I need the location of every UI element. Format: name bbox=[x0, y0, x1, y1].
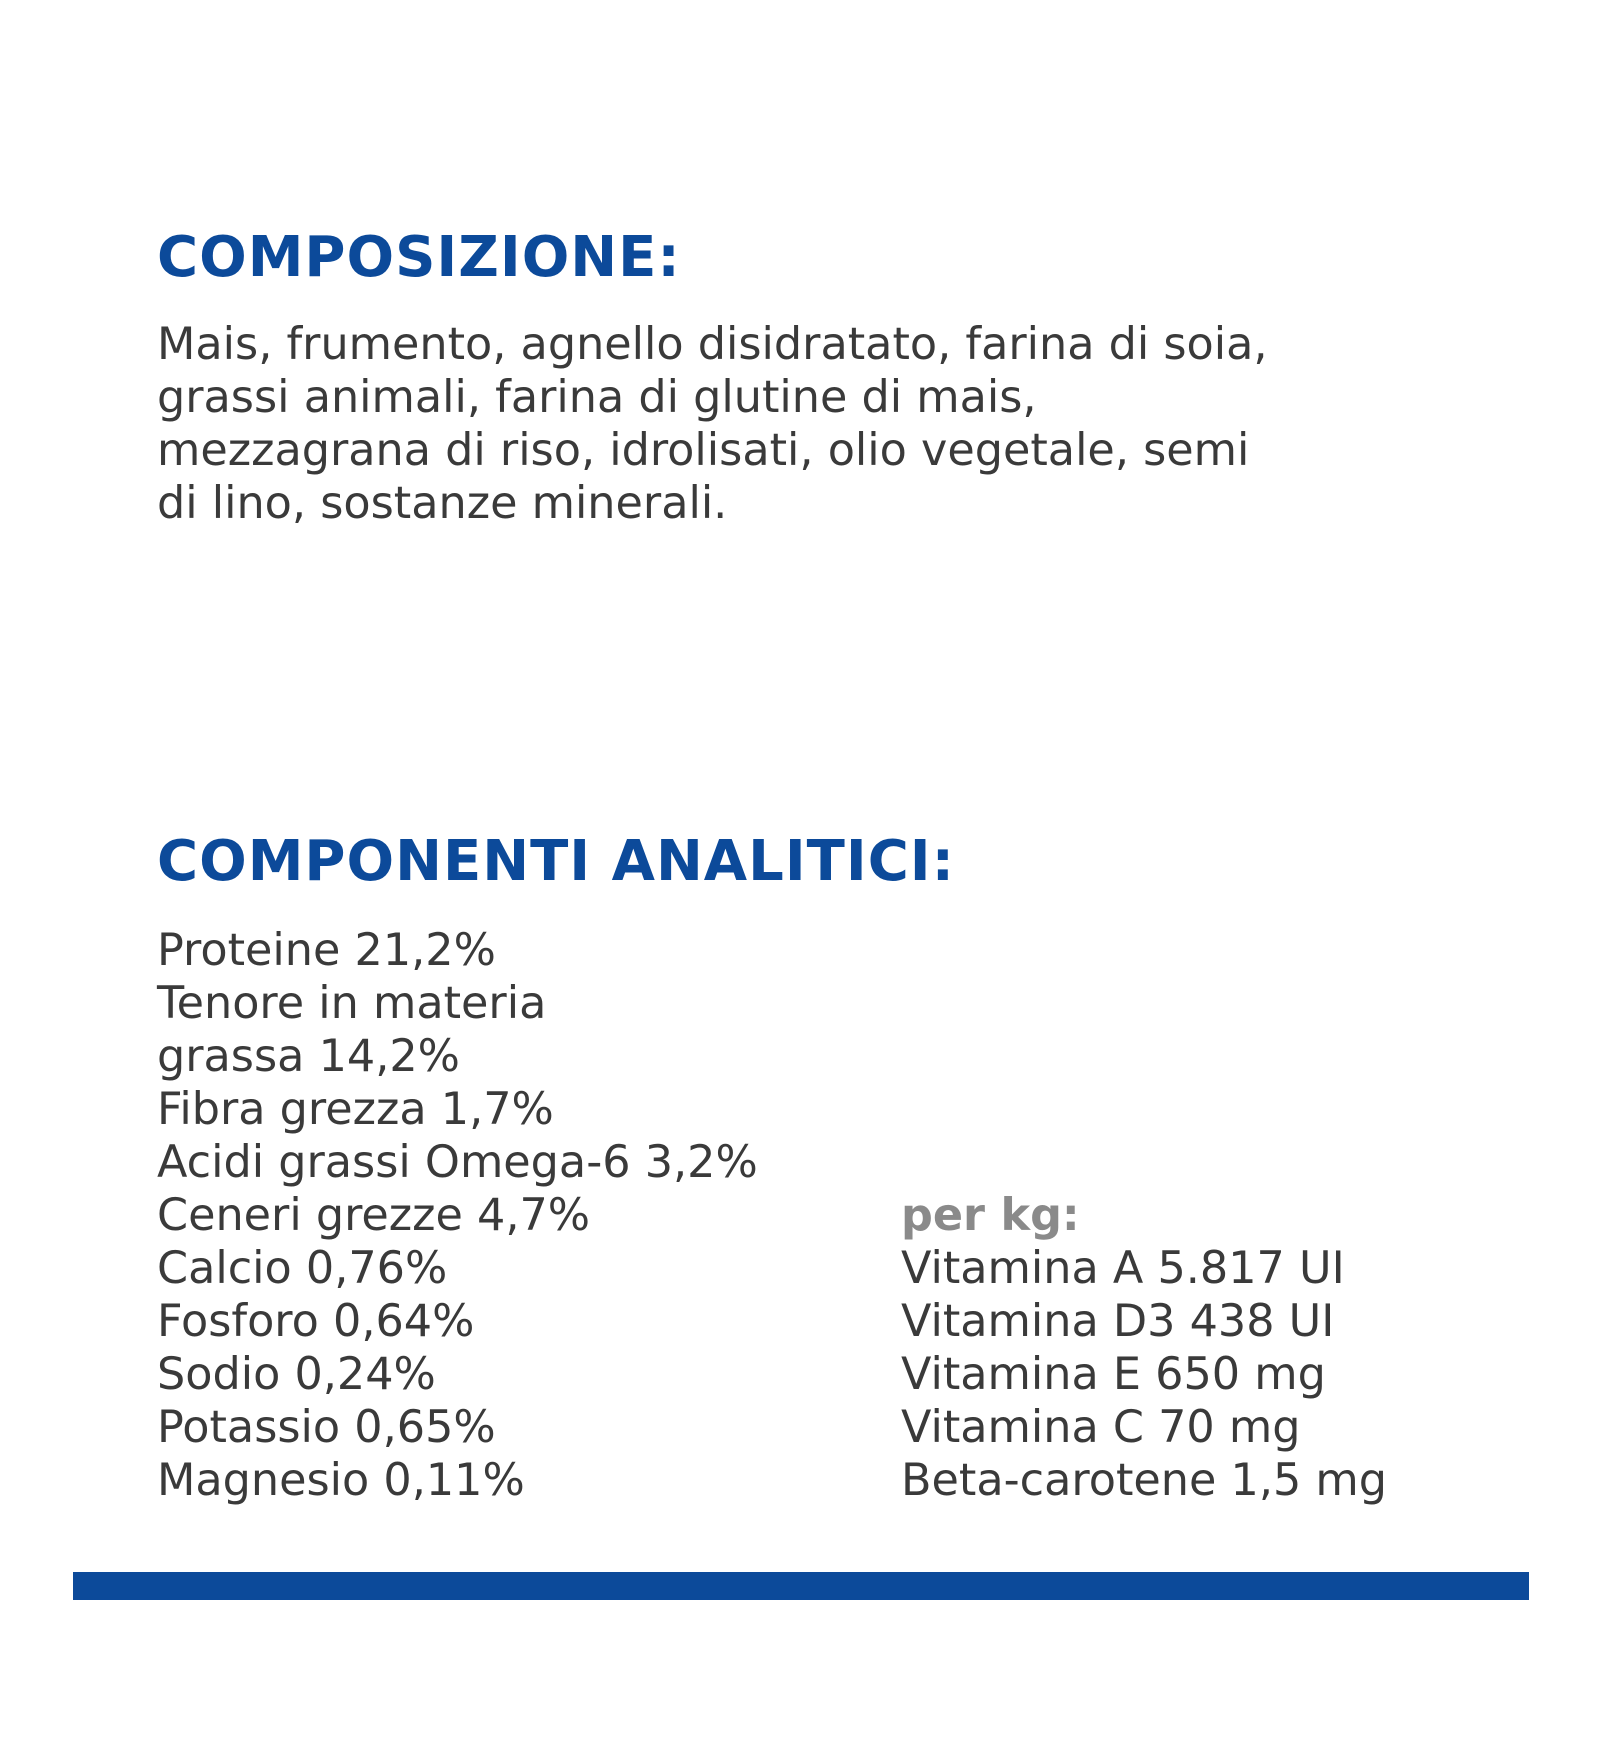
analytic-list bbox=[157, 924, 758, 1507]
per-kg-item: Beta-carotene 1,5 mg bbox=[901, 1455, 1388, 1506]
per-kg-list bbox=[901, 1242, 1387, 1507]
analytic-item: Acidi grassi Omega-6 3,2% bbox=[157, 1137, 758, 1188]
analytic-item: grassa 14,2% bbox=[157, 1031, 460, 1082]
analytic-item: Sodio 0,24% bbox=[157, 1349, 436, 1400]
analytic-item: Fibra grezza 1,7% bbox=[157, 1084, 554, 1135]
composition-text bbox=[157, 318, 1457, 530]
analytic-item: Calcio 0,76% bbox=[157, 1243, 448, 1294]
analytic-item: Potassio 0,65% bbox=[157, 1402, 496, 1453]
composition-heading: COMPOSIZIONE: bbox=[157, 225, 681, 290]
composition-line: Mais, frumento, agnello disidratato, farina di soia, bbox=[157, 319, 1268, 370]
per-kg-item: Vitamina C 70 mg bbox=[901, 1402, 1301, 1453]
per-kg-item: Vitamina D3 438 UI bbox=[901, 1296, 1335, 1347]
analytic-heading: COMPONENTI ANALITICI: bbox=[157, 829, 956, 894]
composition-line: grassi animali, farina di glutine di mais, bbox=[157, 372, 1037, 423]
composition-line: di lino, sostanze minerali. bbox=[157, 478, 728, 529]
analytic-item: Fosforo 0,64% bbox=[157, 1296, 475, 1347]
analytic-item: Tenore in materia bbox=[157, 978, 547, 1029]
per-kg-item: Vitamina A 5.817 UI bbox=[901, 1243, 1345, 1294]
analytic-item: Magnesio 0,11% bbox=[157, 1455, 525, 1506]
per-kg-item: Vitamina E 650 mg bbox=[901, 1349, 1326, 1400]
per-kg-title: per kg: bbox=[901, 1190, 1080, 1241]
analytic-item: Proteine 21,2% bbox=[157, 925, 496, 976]
per-kg-block bbox=[901, 1189, 1387, 1507]
bottom-divider-bar bbox=[73, 1572, 1529, 1600]
analytic-item: Ceneri grezze 4,7% bbox=[157, 1190, 591, 1241]
composition-line: mezzagrana di riso, idrolisati, olio vegetale, semi bbox=[157, 425, 1250, 476]
